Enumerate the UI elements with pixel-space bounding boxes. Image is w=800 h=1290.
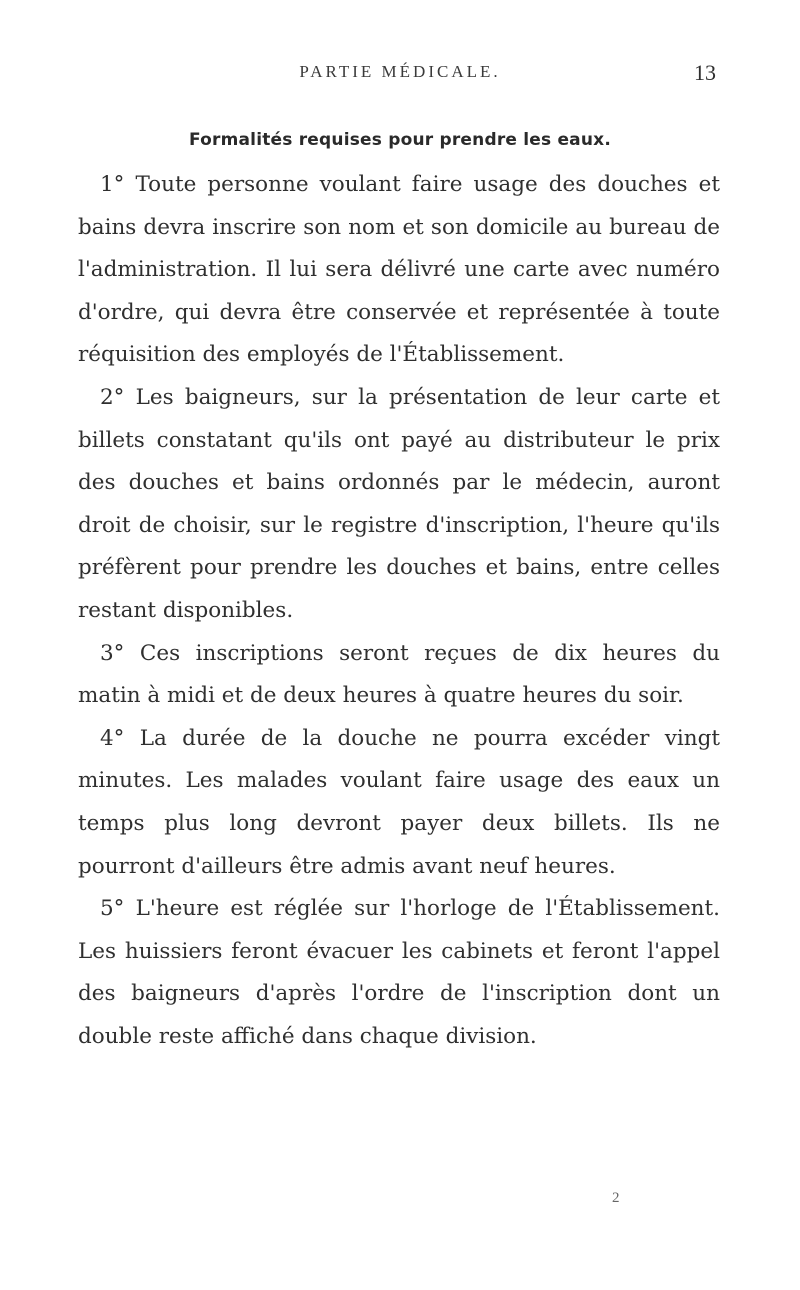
paragraph-4: 4° La durée de la douche ne pourra excéder vingt minutes. Les malades voulant faire usage des eaux un temps plus long devront payer deux billets. Ils ne pourront d'ailleurs être admis avant neuf heures. [78,725,720,879]
signature-mark: 2 [612,1190,620,1206]
section-title: Formalités requises pour prendre les eaux. [189,130,611,150]
paragraph-5: 5° L'heure est réglée sur l'horloge de l'Établissement. Les huissiers feront évacuer les cabinets et feront l'appel des baigneurs d'après l'ordre de l'inscription dont un double reste affiché dans chaque division. [78,896,720,1049]
paragraph-3: 3° Ces inscriptions seront reçues de dix heures du matin à midi et de deux heures à quatre heures du soir. [78,640,720,709]
running-head [0,62,800,92]
running-title: PARTIE MÉDICALE. [299,62,501,81]
paragraph-1: 1° Toute personne voulant faire usage des douches et bains devra inscrire son nom et son domicile au bureau de l'administration. Il lui sera délivré une carte avec numéro d'ordre, qui devra être conservée et représentée à toute réquisition des employés de l'Établissement. [78,172,720,368]
page-number: 13 [694,60,716,85]
body-text [78,164,720,1058]
paragraph-2: 2° Les baigneurs, sur la présentation de leur carte et billets constatant qu'ils ont payé au distributeur le prix des douches et bains ordonnés par le médecin, auront droit de choisir, sur le registre d'inscription, l'heure qu'ils préfèrent pour prendre les douches et bains, entre celles restant disponibles. [78,384,720,623]
